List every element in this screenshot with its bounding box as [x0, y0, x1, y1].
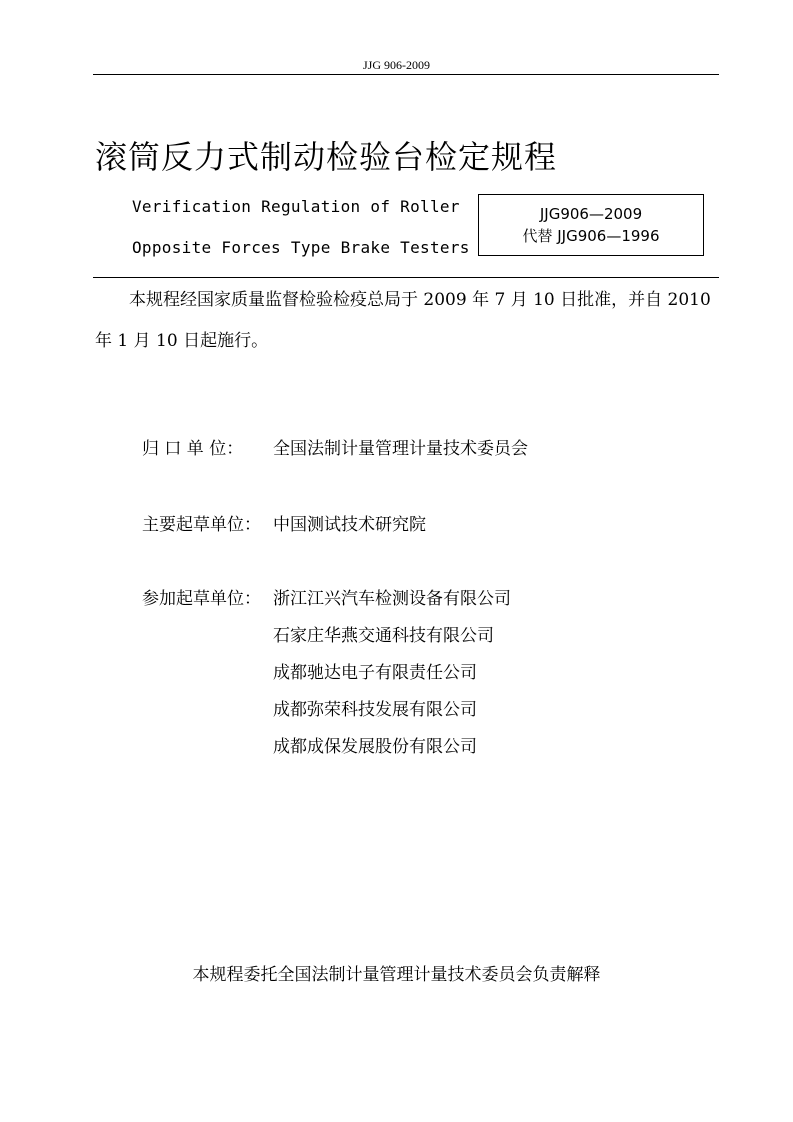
approval-line2: 年 1 月 10 日起施行。 [95, 331, 269, 351]
participating-unit-item: 成都驰达电子有限责任公司 [273, 663, 477, 683]
participating-unit-item: 成都弥荣科技发展有限公司 [273, 700, 477, 720]
responsible-unit-value: 全国法制计量管理计量技术委员会 [273, 439, 528, 459]
english-title-line2: Opposite Forces Type Brake Testers [132, 238, 470, 257]
header-rule [93, 74, 719, 75]
approval-line1: 本规程经国家质量监督检验检疫总局于 2009 年 7 月 10 日批准，并自 2010 [129, 290, 711, 310]
approval-paragraph [95, 280, 725, 362]
participating-unit-item: 石家庄华燕交通科技有限公司 [273, 626, 494, 646]
participating-units-label: 参加起草单位： [142, 589, 261, 609]
participating-unit-item: 浙江江兴汽车检测设备有限公司 [273, 589, 511, 609]
responsible-unit-row [142, 434, 528, 459]
standard-code: JJG906—2009 [539, 205, 643, 223]
participating-units-row [142, 584, 511, 609]
header-code: JJG 906-2009 [362, 58, 430, 72]
main-drafting-unit-value: 中国测试技术研究院 [273, 515, 426, 535]
main-drafting-unit-row [142, 510, 426, 535]
responsible-unit-label: 归 口 单 位： [142, 439, 244, 459]
standard-code-box [478, 194, 704, 256]
footer-note: 本规程委托全国法制计量管理计量技术委员会负责解释 [192, 965, 601, 985]
main-drafting-unit-label: 主要起草单位： [142, 515, 261, 535]
replaces-code: 代替 JJG906—1996 [522, 227, 660, 245]
page-title: 滚筒反力式制动检验台检定规程 [95, 138, 558, 176]
section-rule [93, 277, 719, 278]
english-title-line1: Verification Regulation of Roller [132, 197, 460, 216]
participating-unit-item: 成都成保发展股份有限公司 [273, 737, 477, 757]
